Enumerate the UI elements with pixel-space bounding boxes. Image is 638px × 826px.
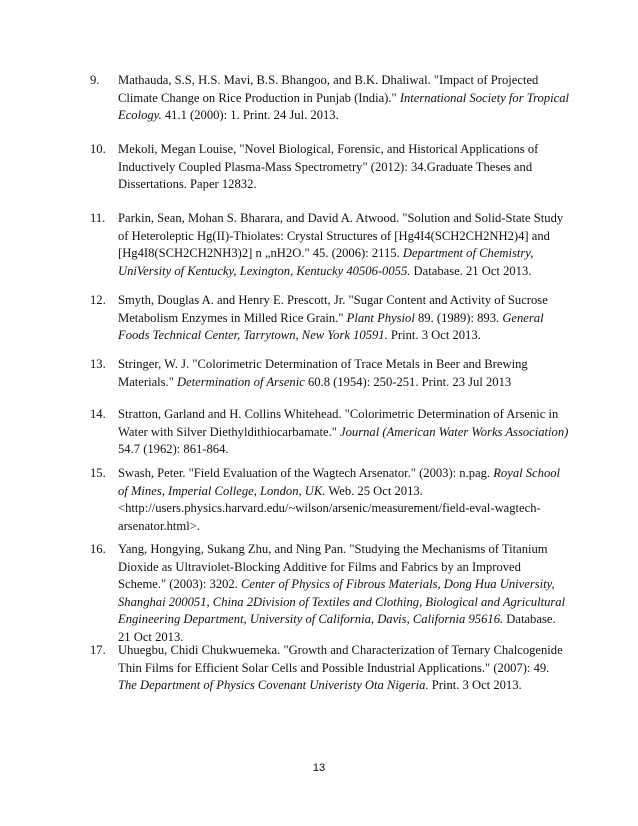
reference-text <box>90 292 570 345</box>
reference-text-segment: Database. 21 Oct 2013. <box>410 263 532 278</box>
reference-source-italic: Journal (American Water Works Association) <box>340 424 569 439</box>
reference-number: 15. <box>90 466 106 480</box>
reference-entry <box>90 72 570 125</box>
reference-text <box>90 465 570 535</box>
reference-text-segment: Print. 3 Oct 2013. <box>428 678 522 693</box>
reference-entry <box>90 356 570 391</box>
reference-text <box>90 356 570 391</box>
reference-source-italic: Department of Chemistry, UniVersity of Kentucky, Lexington, Kentucky 40506-0055. <box>118 246 534 278</box>
reference-source-italic: Determination of Arsenic <box>177 374 305 389</box>
reference-entry <box>90 210 570 280</box>
reference-entry <box>90 292 570 345</box>
reference-source-italic: International Society for Tropical Ecology. <box>118 90 569 123</box>
page-number: 13 <box>312 762 326 774</box>
reference-text-segment: Stratton, Garland and H. Collins Whitehead. "Colorimetric Determination of Arsenic in Water with Silver Diethyldithiocarbamate." <box>118 407 559 439</box>
reference-text <box>90 406 570 459</box>
reference-number: 13. <box>90 357 106 371</box>
reference-source-italic: Plant Physiol <box>346 310 415 325</box>
reference-text <box>90 141 570 194</box>
reference-number: 17. <box>90 643 106 657</box>
reference-text-segment: 41.1 (2000): 1. Print. 24 Jul. 2013. <box>161 108 339 123</box>
reference-source-italic: Center of Physics of Fibrous Materials, Dong Hua University, Shanghai 200051, China 2Division of Textiles and Clothing, Biological and Agricultural Engineering Department, University of California, Davis, California 95616. <box>118 577 566 627</box>
reference-number: 9. <box>90 73 100 87</box>
reference-text-segment: Parkin, Sean, Mohan S. Bharara, and David A. Atwood. "Solution and Solid-State Study of Heteroleptic Hg(II)-Thiolates: Crystal Structures of [Hg4I4(SCH2CH2NH2)4] and [Hg4I8(SCH2CH2NH3)2] n „nH2O." 45. (2006): 2115. <box>118 211 564 261</box>
reference-text-segment: Yang, Hongying, Sukang Zhu, and Ning Pan. "Studying the Mechanisms of Titanium Dioxide as Ultraviolet-Blocking Additive for Films and Fabrics by an Improved Scheme." (2003): 3202. <box>118 542 548 592</box>
reference-text <box>90 541 570 647</box>
reference-number: 14. <box>90 407 106 421</box>
reference-text-segment: Stringer, W. J. "Colorimetric Determination of Trace Metals in Beer and Brewing Materials." <box>118 357 528 389</box>
reference-text-segment: Uhuegbu, Chidi Chukwuemeka. "Growth and Characterization of Ternary Chalcogenide Thin Films for Efficient Solar Cells and Possible Industrial Applications." (2007): 49. <box>118 643 563 675</box>
reference-text-segment: Smyth, Douglas A. and Henry E. Prescott, Jr. "Sugar Content and Activity of Sucrose Metabolism Enzymes in Milled Rice Grain." <box>118 293 548 325</box>
reference-text-segment: 54.7 (1962): 861-864. <box>118 442 229 457</box>
reference-source-italic: Royal School of Mines, Imperial College, London, UK. <box>118 466 561 498</box>
reference-text-segment: Database. 21 Oct 2013. <box>118 612 556 644</box>
reference-source-italic: General Foods Technical Center, Tarrytown, New York 10591. <box>118 310 544 343</box>
reference-text-segment: Swash, Peter. "Field Evaluation of the Wagtech Arsenator." (2003): n.pag. <box>118 466 494 480</box>
reference-entry <box>90 642 570 695</box>
reference-entry <box>90 465 570 535</box>
reference-entry <box>90 406 570 459</box>
reference-number: 11. <box>90 211 106 225</box>
reference-text-segment: 60.8 (1954): 250-251. Print. 23 Jul 2013 <box>304 374 512 389</box>
reference-source-italic: The Department of Physics Covenant Univeristy Ota Nigeria. <box>118 678 429 693</box>
reference-number: 16. <box>90 542 106 556</box>
reference-number: 12. <box>90 293 106 307</box>
reference-text <box>90 210 570 280</box>
reference-text <box>90 642 570 695</box>
reference-text-segment: Mekoli, Megan Louise, "Novel Biological, Forensic, and Historical Applications of Inductively Coupled Plasma-Mass Spectrometry" (2012): 34.Graduate Theses and Dissertations. Paper 12832. <box>118 142 539 192</box>
reference-text-segment: 89. (1989): 893. <box>414 310 503 325</box>
reference-text <box>90 72 570 125</box>
reference-number: 10. <box>90 142 106 156</box>
reference-text-segment: Mathauda, S.S, H.S. Mavi, B.S. Bhangoo, and B.K. Dhaliwal. "Impact of Projected Climate Change on Rice Production in Punjab (India)." <box>118 73 539 105</box>
reference-entry <box>90 541 570 647</box>
reference-text-segment: Web. 25 Oct 2013. <http://users.physics.harvard.edu/~wilson/arsenic/measurement/field-eval-wagtech-arsenator.html>. <box>118 483 541 533</box>
reference-entry <box>90 141 570 194</box>
reference-text-segment: Print. 3 Oct 2013. <box>387 328 481 343</box>
